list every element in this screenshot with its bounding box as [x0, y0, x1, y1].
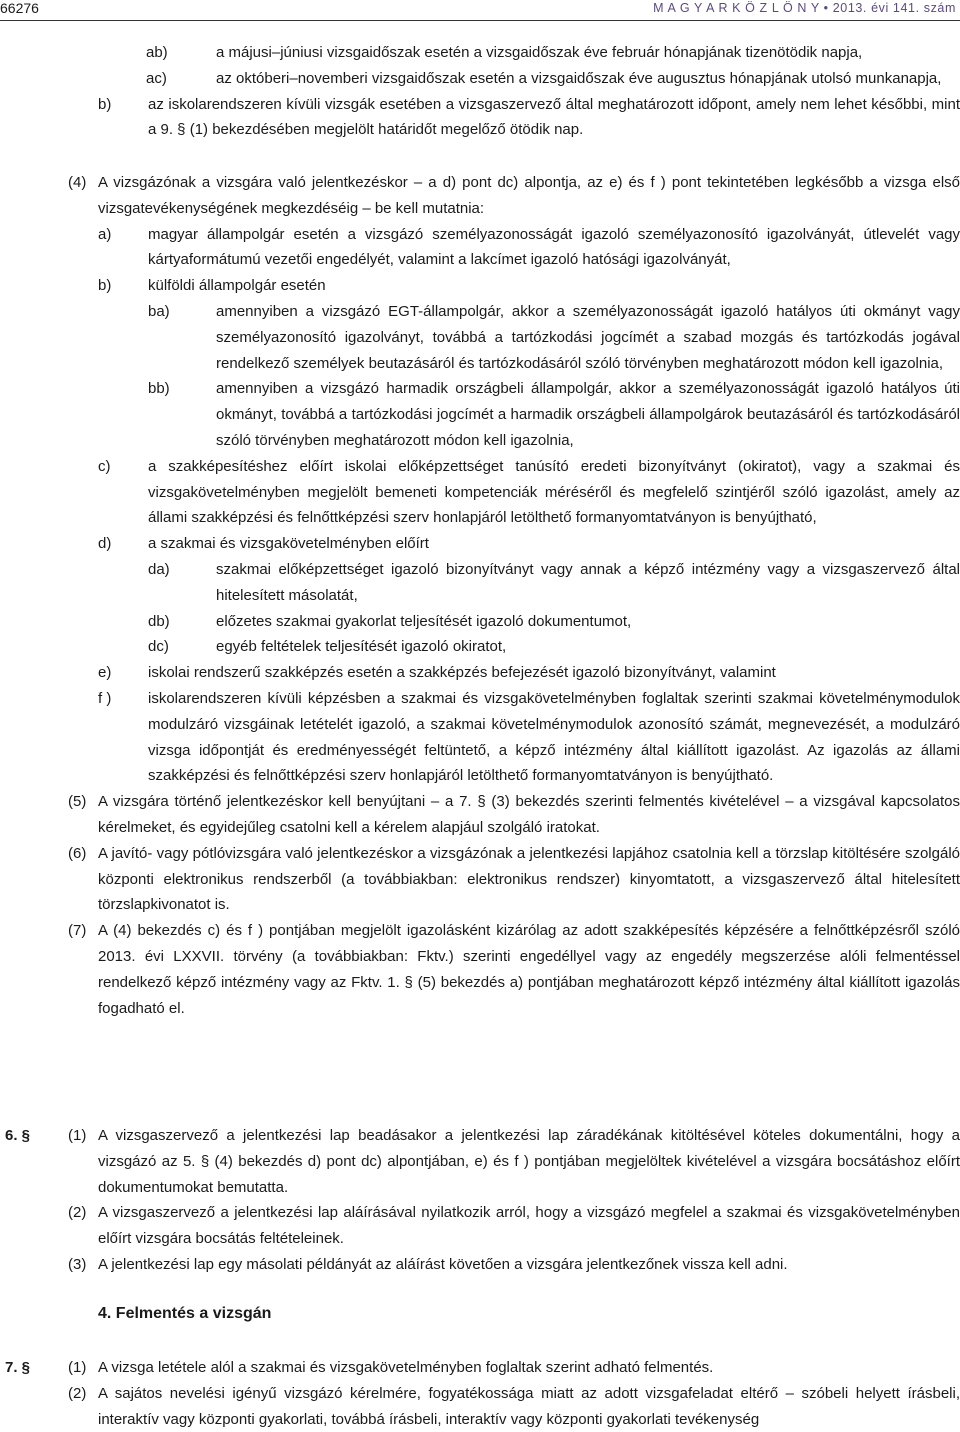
item-ba: [0, 299, 960, 376]
item-label: c): [98, 457, 111, 475]
paragraph-label: (1): [68, 1359, 87, 1376]
item-f: [0, 686, 960, 789]
section-6-paragraph-1: [0, 1123, 960, 1200]
paragraph-text: A vizsgára történő jelentkezéskor kell benyújtani – a 7. § (3) bekezdés szerinti felmentés kivételével – a vizsgával kapcsolatos kérelmeket, és egyidejűleg csatolni kell a kérelem alapjául szolgáló iratokat.: [98, 793, 960, 836]
item-text: a szakmai és vizsgakövetelményben előírt: [148, 535, 429, 553]
section-number: 7. §: [5, 1359, 31, 1376]
item-label: bb): [148, 380, 170, 398]
page-number: 66276: [0, 0, 39, 16]
item-da: [0, 557, 960, 609]
paragraph-4: [0, 170, 960, 1021]
paragraph-label: (2): [68, 1204, 87, 1222]
item-text: az iskolarendszeren kívüli vizsgák esetében a vizsgaszervező által meghatározott időpont, amely nem lehet későbbi, mint a 9. § (1) bekezdésében megjelölt határidőt megelőző ötödik nap.: [148, 95, 960, 139]
item-ab: [0, 40, 960, 66]
item-text: előzetes szakmai gyakorlat teljesítését igazoló dokumentumot,: [216, 612, 632, 630]
section-6-paragraph-2: [0, 1200, 960, 1252]
top-items: [0, 40, 960, 143]
item-label: f ): [98, 689, 112, 707]
paragraph-label: (4): [68, 174, 87, 191]
item-text: iskolai rendszerű szakképzés esetén a szakképzés befejezését igazoló bizonyítványt, valamint: [148, 664, 776, 682]
item-text: külföldi állampolgár esetén: [148, 277, 326, 295]
item-label: a): [98, 225, 112, 243]
paragraph-text: A (4) bekezdés c) és f ) pontjában megjelölt igazolásként kizárólag az adott szakképesítés képzésére a felnőttképzésről szóló 2013. évi LXXVII. törvény (a továbbiakban: Fktv.) szerinti engedéllyel vagy az engedély megszerzése alóli felmentéssel rendelkező képző intézmény vagy az Fktv. 1. § (5) bekezdés a) pontjában meghatározott képző intézmény által kiállított igazolás fogadható el.: [98, 922, 960, 1017]
header-rule: [0, 20, 960, 21]
item-c: [0, 454, 960, 531]
item-label: b): [98, 95, 112, 113]
paragraph-text: A vizsgaszervező a jelentkezési lap aláírásával nyilatkozik arról, hogy a vizsgázó megfelel a szakmai és vizsgakövetelményben előírt vizsgára bocsátás feltételeinek.: [98, 1204, 960, 1248]
section-7-paragraph-1: [0, 1355, 960, 1381]
section-heading: 4. Felmentés a vizsgán: [98, 1305, 272, 1322]
paragraph-text: A vizsga letétele alól a szakmai és vizsgakövetelményben foglaltak szerint adható felmentés.: [98, 1359, 714, 1376]
item-label: ac): [146, 69, 167, 87]
section-6-paragraph-3: [0, 1252, 960, 1278]
item-dc: [0, 634, 960, 660]
item-label: d): [98, 535, 112, 553]
item-text: az októberi–novemberi vizsgaidőszak esetén a vizsgaidőszak éve augusztus hónapjának utolsó munkanapja,: [216, 69, 942, 87]
item-label: e): [98, 664, 112, 682]
section-7-paragraph-2: [0, 1381, 960, 1432]
item-a: [0, 222, 960, 274]
item-text: amennyiben a vizsgázó harmadik országbeli állampolgár, akkor a személyazonosságát igazoló hatályos úti okmányt, továbbá a tartózkodási jogcímét a harmadik országbeli állampolgárok beutazásáról és tartózkodásáról szóló törvényben meghatározott módon kell igazolnia,: [216, 380, 960, 449]
item-d: [0, 531, 960, 557]
item-bb: [0, 376, 960, 453]
item-label: ab): [146, 44, 168, 61]
paragraph-label: (7): [68, 922, 87, 940]
paragraph-text: A vizsgázónak a vizsgára való jelentkezéskor – a d) pont dc) alpontja, az e) és f ) pont tekintetében legkésőbb a vizsga első vizsgatevékenységének megkezdéséig – be kell mutatnia:: [98, 174, 960, 217]
paragraph-text: A vizsgaszervező a jelentkezési lap beadásakor a jelentkezési lap záradékának kitöltésével köteles dokumentálni, hogy a vizsgázó az 5. § (4) bekezdés d) pont dc) alpontjában, e) és f ) pontjában megjelöltek kivételével a vizsgára bocsátáshoz előírt dokumentumokat bemutatta.: [98, 1127, 960, 1196]
paragraph-6: [0, 841, 960, 918]
paragraph-label: (5): [68, 793, 87, 811]
item-ac: [0, 66, 960, 92]
paragraph-5: [0, 789, 960, 841]
section-7: [0, 1355, 960, 1432]
item-text: iskolarendszeren kívüli képzésben a szakmai és vizsgakövetelményben foglaltak szerinti szakmai követelménymodulok modulzáró vizsgáinak letételét igazoló, a szakmai követelménymodulok azonosító számát, megnevezését, a modulzáró vizsga időpontját és eredményességét feltüntető, a képző intézmény által kiállított igazolást. Az igazolás az állami szakképzési és felnőttképzési szerv honlapjáról letölthető formanyomtatványon is benyújtható.: [148, 689, 960, 785]
paragraph-label: (3): [68, 1255, 87, 1273]
item-label: dc): [148, 638, 169, 656]
item-db: [0, 609, 960, 635]
paragraph-text: A javító- vagy pótlóvizsgára való jelentkezéskor a vizsgázónak a jelentkezési lapjához csatolnia kell a törzslap kitöltésére szolgáló központi elektronikus rendszerből (a továbbiakban: elektronikus rendszer) kinyomtatott, a vizsgaszervező által hitelesített törzslapkivonatot is.: [98, 844, 960, 914]
paragraph-text: A sajátos nevelési igényű vizsgázó kérelmére, fogyatékossága miatt az adott vizsgafeladat eltérő – szóbeli helyett írásbeli, interaktív vagy központi gyakorlati, továbbá írásbeli, interaktív vagy központi gyakorlati tevékenység: [98, 1384, 960, 1428]
item-label: da): [148, 560, 170, 578]
paragraph-7: [0, 918, 960, 1021]
page-header: [0, 0, 960, 18]
item-e: [0, 660, 960, 686]
journal-title: M A G Y A R K Ö Z L Ö N Y • 2013. évi 141. szám: [653, 1, 956, 15]
paragraph-text: A jelentkezési lap egy másolati példányát az aláírást követően a vizsgára jelentkezőnek vissza kell adni.: [98, 1255, 788, 1273]
item-label: b): [98, 277, 112, 295]
paragraph-label: (2): [68, 1384, 87, 1402]
section-number: 6. §: [5, 1127, 31, 1144]
item-label: ba): [148, 302, 170, 320]
item-text: egyéb feltételek teljesítését igazoló okiratot,: [216, 638, 507, 656]
section-6: [0, 1123, 960, 1278]
item-label: db): [148, 612, 170, 630]
item-text: a májusi–júniusi vizsgaidőszak esetén a vizsgaidőszak éve február hónapjának tizenötödik napja,: [216, 44, 863, 61]
paragraph-label: (6): [68, 844, 87, 862]
item-text: amennyiben a vizsgázó EGT-állampolgár, akkor a személyazonosságát igazoló hatályos úti okmányt vagy személyazonosító igazolványt, továbbá a tartózkodási jogcímét a szabad mozgás és tartózkodás jogával rendelkező személyek beutazásáról és tartózkodásáról szóló törvényben meghatározott módon kell igazolnia,: [216, 302, 960, 372]
item-b: [0, 273, 960, 299]
paragraph-label: (1): [68, 1127, 87, 1144]
item-b: [0, 92, 960, 144]
item-text: szakmai előképzettséget igazoló bizonyítványt vagy annak a képző intézmény vagy a vizsgaszervező által hitelesített másolatát,: [216, 560, 960, 604]
item-text: a szakképesítéshez előírt iskolai előképzettséget tanúsító eredeti bizonyítványt (okiratot), vagy a szakmai és vizsgakövetelményben megjelölt bemeneti kompetenciák méréséről és megfelelő szintjéről szóló igazolást, amely az állami szakképzési és felnőttképzési szerv honlapjáról letölthető formanyomtatványon is benyújtható,: [148, 457, 960, 527]
item-text: magyar állampolgár esetén a vizsgázó személyazonosságát igazoló személyazonosító igazolványát, útlevelét vagy kártyaformátumú vezetői engedélyét, valamint a lakcímet igazoló hatósági igazolványát,: [148, 225, 960, 269]
paragraph-4-intro: [0, 170, 960, 222]
